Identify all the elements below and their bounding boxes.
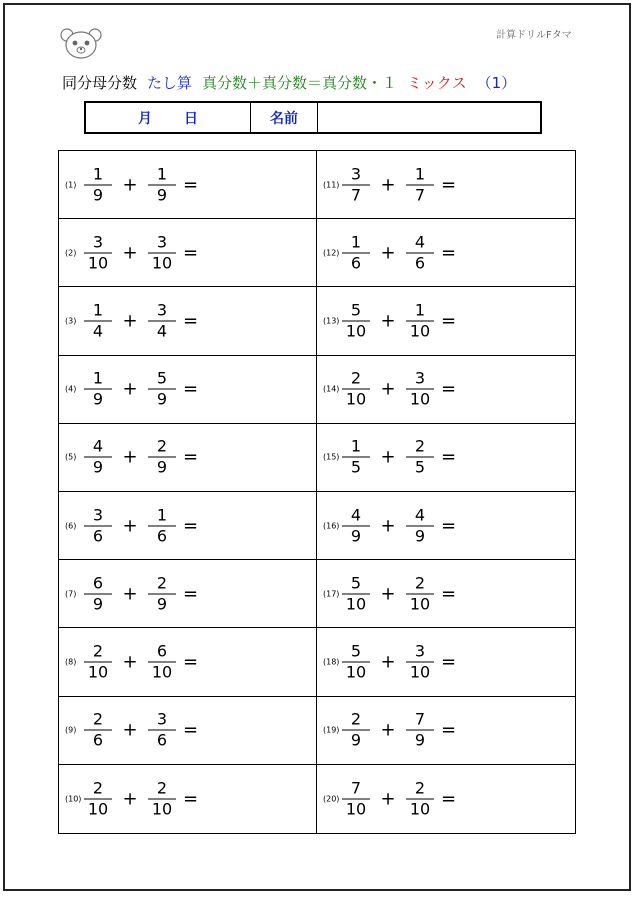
denominator: 10 <box>345 389 367 409</box>
numerator: 2 <box>92 778 104 798</box>
fraction <box>341 778 371 819</box>
fraction <box>83 573 113 614</box>
equals-sign: = <box>441 378 457 400</box>
problem-cell[interactable] <box>317 628 575 696</box>
plus-sign: + <box>122 242 138 264</box>
problem-cell[interactable] <box>317 492 575 560</box>
denominator: 9 <box>350 526 362 546</box>
fraction <box>147 573 177 614</box>
denominator: 7 <box>350 185 362 205</box>
problem-cell[interactable] <box>317 560 575 628</box>
title-part: 真分数＋真分数＝真分数・１ <box>202 74 398 92</box>
fraction <box>405 164 435 205</box>
numerator: 7 <box>414 709 426 729</box>
denominator: 10 <box>151 799 173 819</box>
fraction <box>341 573 371 614</box>
equals-sign: = <box>441 788 457 810</box>
problem-expression <box>83 164 198 205</box>
fraction <box>83 300 113 341</box>
equals-sign: = <box>183 515 199 537</box>
problem-number: (8) <box>65 657 77 667</box>
equals-sign: = <box>183 310 199 332</box>
denominator: 5 <box>414 457 426 477</box>
numerator: 1 <box>92 164 104 184</box>
problem-number: (20) <box>323 794 340 804</box>
problem-expression <box>341 641 456 682</box>
denominator: 9 <box>350 730 362 750</box>
denominator: 4 <box>156 321 168 341</box>
numerator: 5 <box>350 300 362 320</box>
equals-sign: = <box>441 515 457 537</box>
numerator: 2 <box>414 778 426 798</box>
bear-logo-icon <box>58 26 104 60</box>
problem-cell[interactable] <box>317 424 575 492</box>
plus-sign: + <box>122 174 138 196</box>
plus-sign: + <box>380 446 396 468</box>
numerator: 1 <box>414 164 426 184</box>
fraction <box>341 710 371 751</box>
problem-expression <box>83 641 198 682</box>
numerator: 1 <box>414 300 426 320</box>
problem-expression <box>341 505 456 546</box>
fraction <box>341 437 371 478</box>
problem-number: (12) <box>323 248 340 258</box>
name-date-box <box>84 101 542 134</box>
plus-sign: + <box>380 310 396 332</box>
fraction <box>405 232 435 273</box>
problem-cell[interactable] <box>317 287 575 355</box>
fraction <box>341 232 371 273</box>
equals-sign: = <box>441 174 457 196</box>
fraction <box>83 641 113 682</box>
numerator: 4 <box>350 505 362 525</box>
numerator: 1 <box>92 368 104 388</box>
denominator: 10 <box>345 799 367 819</box>
problem-number: (19) <box>323 725 340 735</box>
fraction <box>405 505 435 546</box>
problem-cell[interactable] <box>59 560 317 628</box>
problem-cell[interactable] <box>59 424 317 492</box>
fraction <box>147 437 177 478</box>
plus-sign: + <box>122 310 138 332</box>
problem-number: (16) <box>323 521 340 531</box>
denominator: 10 <box>151 253 173 273</box>
plus-sign: + <box>380 378 396 400</box>
problem-number: (9) <box>65 725 77 735</box>
fraction <box>147 369 177 410</box>
fraction <box>341 300 371 341</box>
fraction <box>147 641 177 682</box>
numerator: 5 <box>350 573 362 593</box>
denominator: 6 <box>350 253 362 273</box>
problem-cell[interactable] <box>317 765 575 833</box>
problem-cell[interactable] <box>317 151 575 219</box>
problem-number: (6) <box>65 521 77 531</box>
problem-cell[interactable] <box>59 697 317 765</box>
equals-sign: = <box>441 719 457 741</box>
denominator: 9 <box>92 389 104 409</box>
problem-expression <box>341 369 456 410</box>
equals-sign: = <box>441 310 457 332</box>
problem-number: (13) <box>323 316 340 326</box>
problem-expression <box>83 232 198 273</box>
problem-expression <box>341 573 456 614</box>
fraction <box>147 710 177 751</box>
month-label: 月 <box>138 110 152 127</box>
numerator: 1 <box>156 164 168 184</box>
fraction <box>83 778 113 819</box>
problem-number: (18) <box>323 657 340 667</box>
numerator: 3 <box>92 232 104 252</box>
fraction <box>405 778 435 819</box>
problem-expression <box>341 232 456 273</box>
fraction <box>147 505 177 546</box>
numerator: 4 <box>92 436 104 456</box>
denominator: 10 <box>87 799 109 819</box>
problem-cell[interactable] <box>59 765 317 833</box>
numerator: 2 <box>92 709 104 729</box>
denominator: 6 <box>156 526 168 546</box>
equals-sign: = <box>183 719 199 741</box>
numerator: 1 <box>350 436 362 456</box>
plus-sign: + <box>380 515 396 537</box>
denominator: 9 <box>414 526 426 546</box>
denominator: 10 <box>409 389 431 409</box>
name-label: 名前 <box>251 103 318 132</box>
name-field[interactable] <box>318 103 540 132</box>
numerator: 3 <box>156 232 168 252</box>
numerator: 5 <box>350 641 362 661</box>
problem-number: (2) <box>65 248 77 258</box>
problem-expression <box>341 164 456 205</box>
fraction <box>341 641 371 682</box>
denominator: 10 <box>151 662 173 682</box>
fraction <box>405 369 435 410</box>
numerator: 7 <box>350 778 362 798</box>
problem-expression <box>83 369 198 410</box>
numerator: 2 <box>92 641 104 661</box>
equals-sign: = <box>441 242 457 264</box>
plus-sign: + <box>380 242 396 264</box>
plus-sign: + <box>380 651 396 673</box>
denominator: 6 <box>156 730 168 750</box>
denominator: 10 <box>409 799 431 819</box>
numerator: 5 <box>156 368 168 388</box>
denominator: 5 <box>350 457 362 477</box>
plus-sign: + <box>122 719 138 741</box>
denominator: 9 <box>414 730 426 750</box>
problem-cell[interactable] <box>59 356 317 424</box>
denominator: 9 <box>92 594 104 614</box>
problem-number: (17) <box>323 589 340 599</box>
problem-cell[interactable] <box>59 219 317 287</box>
numerator: 2 <box>156 573 168 593</box>
numerator: 1 <box>350 232 362 252</box>
denominator: 10 <box>409 321 431 341</box>
equals-sign: = <box>441 651 457 673</box>
denominator: 9 <box>92 185 104 205</box>
denominator: 10 <box>345 321 367 341</box>
problem-cell[interactable] <box>317 219 575 287</box>
equals-sign: = <box>183 788 199 810</box>
plus-sign: + <box>380 174 396 196</box>
problem-number: (4) <box>65 384 77 394</box>
title-part: たし算 <box>147 74 193 92</box>
numerator: 2 <box>350 368 362 388</box>
fraction <box>405 573 435 614</box>
problem-cell[interactable] <box>59 492 317 560</box>
brand-label: 計算ドリルFタマ <box>496 30 572 41</box>
numerator: 3 <box>414 641 426 661</box>
fraction <box>147 778 177 819</box>
fraction <box>147 300 177 341</box>
problem-number: (7) <box>65 589 77 599</box>
date-field[interactable] <box>86 103 251 132</box>
numerator: 2 <box>156 778 168 798</box>
numerator: 3 <box>156 300 168 320</box>
denominator: 10 <box>409 662 431 682</box>
denominator: 6 <box>92 730 104 750</box>
fraction <box>405 710 435 751</box>
problem-expression <box>341 437 456 478</box>
problem-expression <box>341 710 456 751</box>
denominator: 10 <box>345 594 367 614</box>
problem-expression <box>83 573 198 614</box>
problem-cell[interactable] <box>59 287 317 355</box>
denominator: 9 <box>156 457 168 477</box>
numerator: 3 <box>92 505 104 525</box>
denominator: 10 <box>87 662 109 682</box>
plus-sign: + <box>122 378 138 400</box>
plus-sign: + <box>122 515 138 537</box>
fraction <box>83 437 113 478</box>
problem-cell[interactable] <box>59 628 317 696</box>
numerator: 2 <box>350 709 362 729</box>
denominator: 9 <box>156 594 168 614</box>
denominator: 6 <box>92 526 104 546</box>
problem-number: (10) <box>65 794 82 804</box>
title-part: 同分母分数 <box>62 74 138 92</box>
problem-expression <box>83 505 198 546</box>
denominator: 10 <box>345 662 367 682</box>
fraction <box>83 232 113 273</box>
plus-sign: + <box>380 788 396 810</box>
problem-number: (3) <box>65 316 77 326</box>
problem-number: (14) <box>323 384 340 394</box>
equals-sign: = <box>183 378 199 400</box>
denominator: 6 <box>414 253 426 273</box>
numerator: 6 <box>92 573 104 593</box>
equals-sign: = <box>183 174 199 196</box>
denominator: 9 <box>156 185 168 205</box>
problem-expression <box>83 710 198 751</box>
numerator: 2 <box>414 436 426 456</box>
numerator: 1 <box>92 300 104 320</box>
fraction <box>405 437 435 478</box>
denominator: 4 <box>92 321 104 341</box>
fraction <box>405 300 435 341</box>
plus-sign: + <box>380 719 396 741</box>
plus-sign: + <box>380 583 396 605</box>
equals-sign: = <box>441 446 457 468</box>
denominator: 10 <box>87 253 109 273</box>
fraction <box>341 164 371 205</box>
fraction <box>147 164 177 205</box>
denominator: 10 <box>409 594 431 614</box>
numerator: 4 <box>414 505 426 525</box>
numerator: 1 <box>156 505 168 525</box>
problem-expression <box>83 300 198 341</box>
title-part: ミックス <box>407 74 467 92</box>
equals-sign: = <box>183 446 199 468</box>
numerator: 2 <box>156 436 168 456</box>
denominator: 9 <box>156 389 168 409</box>
day-label: 日 <box>184 110 198 127</box>
numerator: 2 <box>414 573 426 593</box>
plus-sign: + <box>122 446 138 468</box>
fraction <box>83 505 113 546</box>
fraction <box>83 710 113 751</box>
title-part: （1） <box>476 74 517 92</box>
fraction <box>83 164 113 205</box>
problem-number: (1) <box>65 180 77 190</box>
numerator: 6 <box>156 641 168 661</box>
problem-expression <box>83 778 198 819</box>
problem-expression <box>341 778 456 819</box>
problem-number: (5) <box>65 452 77 462</box>
fraction <box>341 505 371 546</box>
problem-cell[interactable] <box>317 356 575 424</box>
equals-sign: = <box>183 242 199 264</box>
problem-number: (11) <box>323 180 340 190</box>
problem-cell[interactable] <box>59 151 317 219</box>
numerator: 4 <box>414 232 426 252</box>
worksheet-title <box>62 72 526 93</box>
fraction <box>405 641 435 682</box>
problem-cell[interactable] <box>317 697 575 765</box>
denominator: 7 <box>414 185 426 205</box>
plus-sign: + <box>122 583 138 605</box>
plus-sign: + <box>122 651 138 673</box>
fraction <box>147 232 177 273</box>
problem-number: (15) <box>323 452 340 462</box>
equals-sign: = <box>183 583 199 605</box>
numerator: 3 <box>414 368 426 388</box>
fraction <box>83 369 113 410</box>
problem-grid <box>58 150 576 834</box>
equals-sign: = <box>183 651 199 673</box>
fraction <box>341 369 371 410</box>
denominator: 9 <box>92 457 104 477</box>
equals-sign: = <box>441 583 457 605</box>
numerator: 3 <box>156 709 168 729</box>
problem-expression <box>341 300 456 341</box>
plus-sign: + <box>122 788 138 810</box>
numerator: 3 <box>350 164 362 184</box>
problem-expression <box>83 437 198 478</box>
